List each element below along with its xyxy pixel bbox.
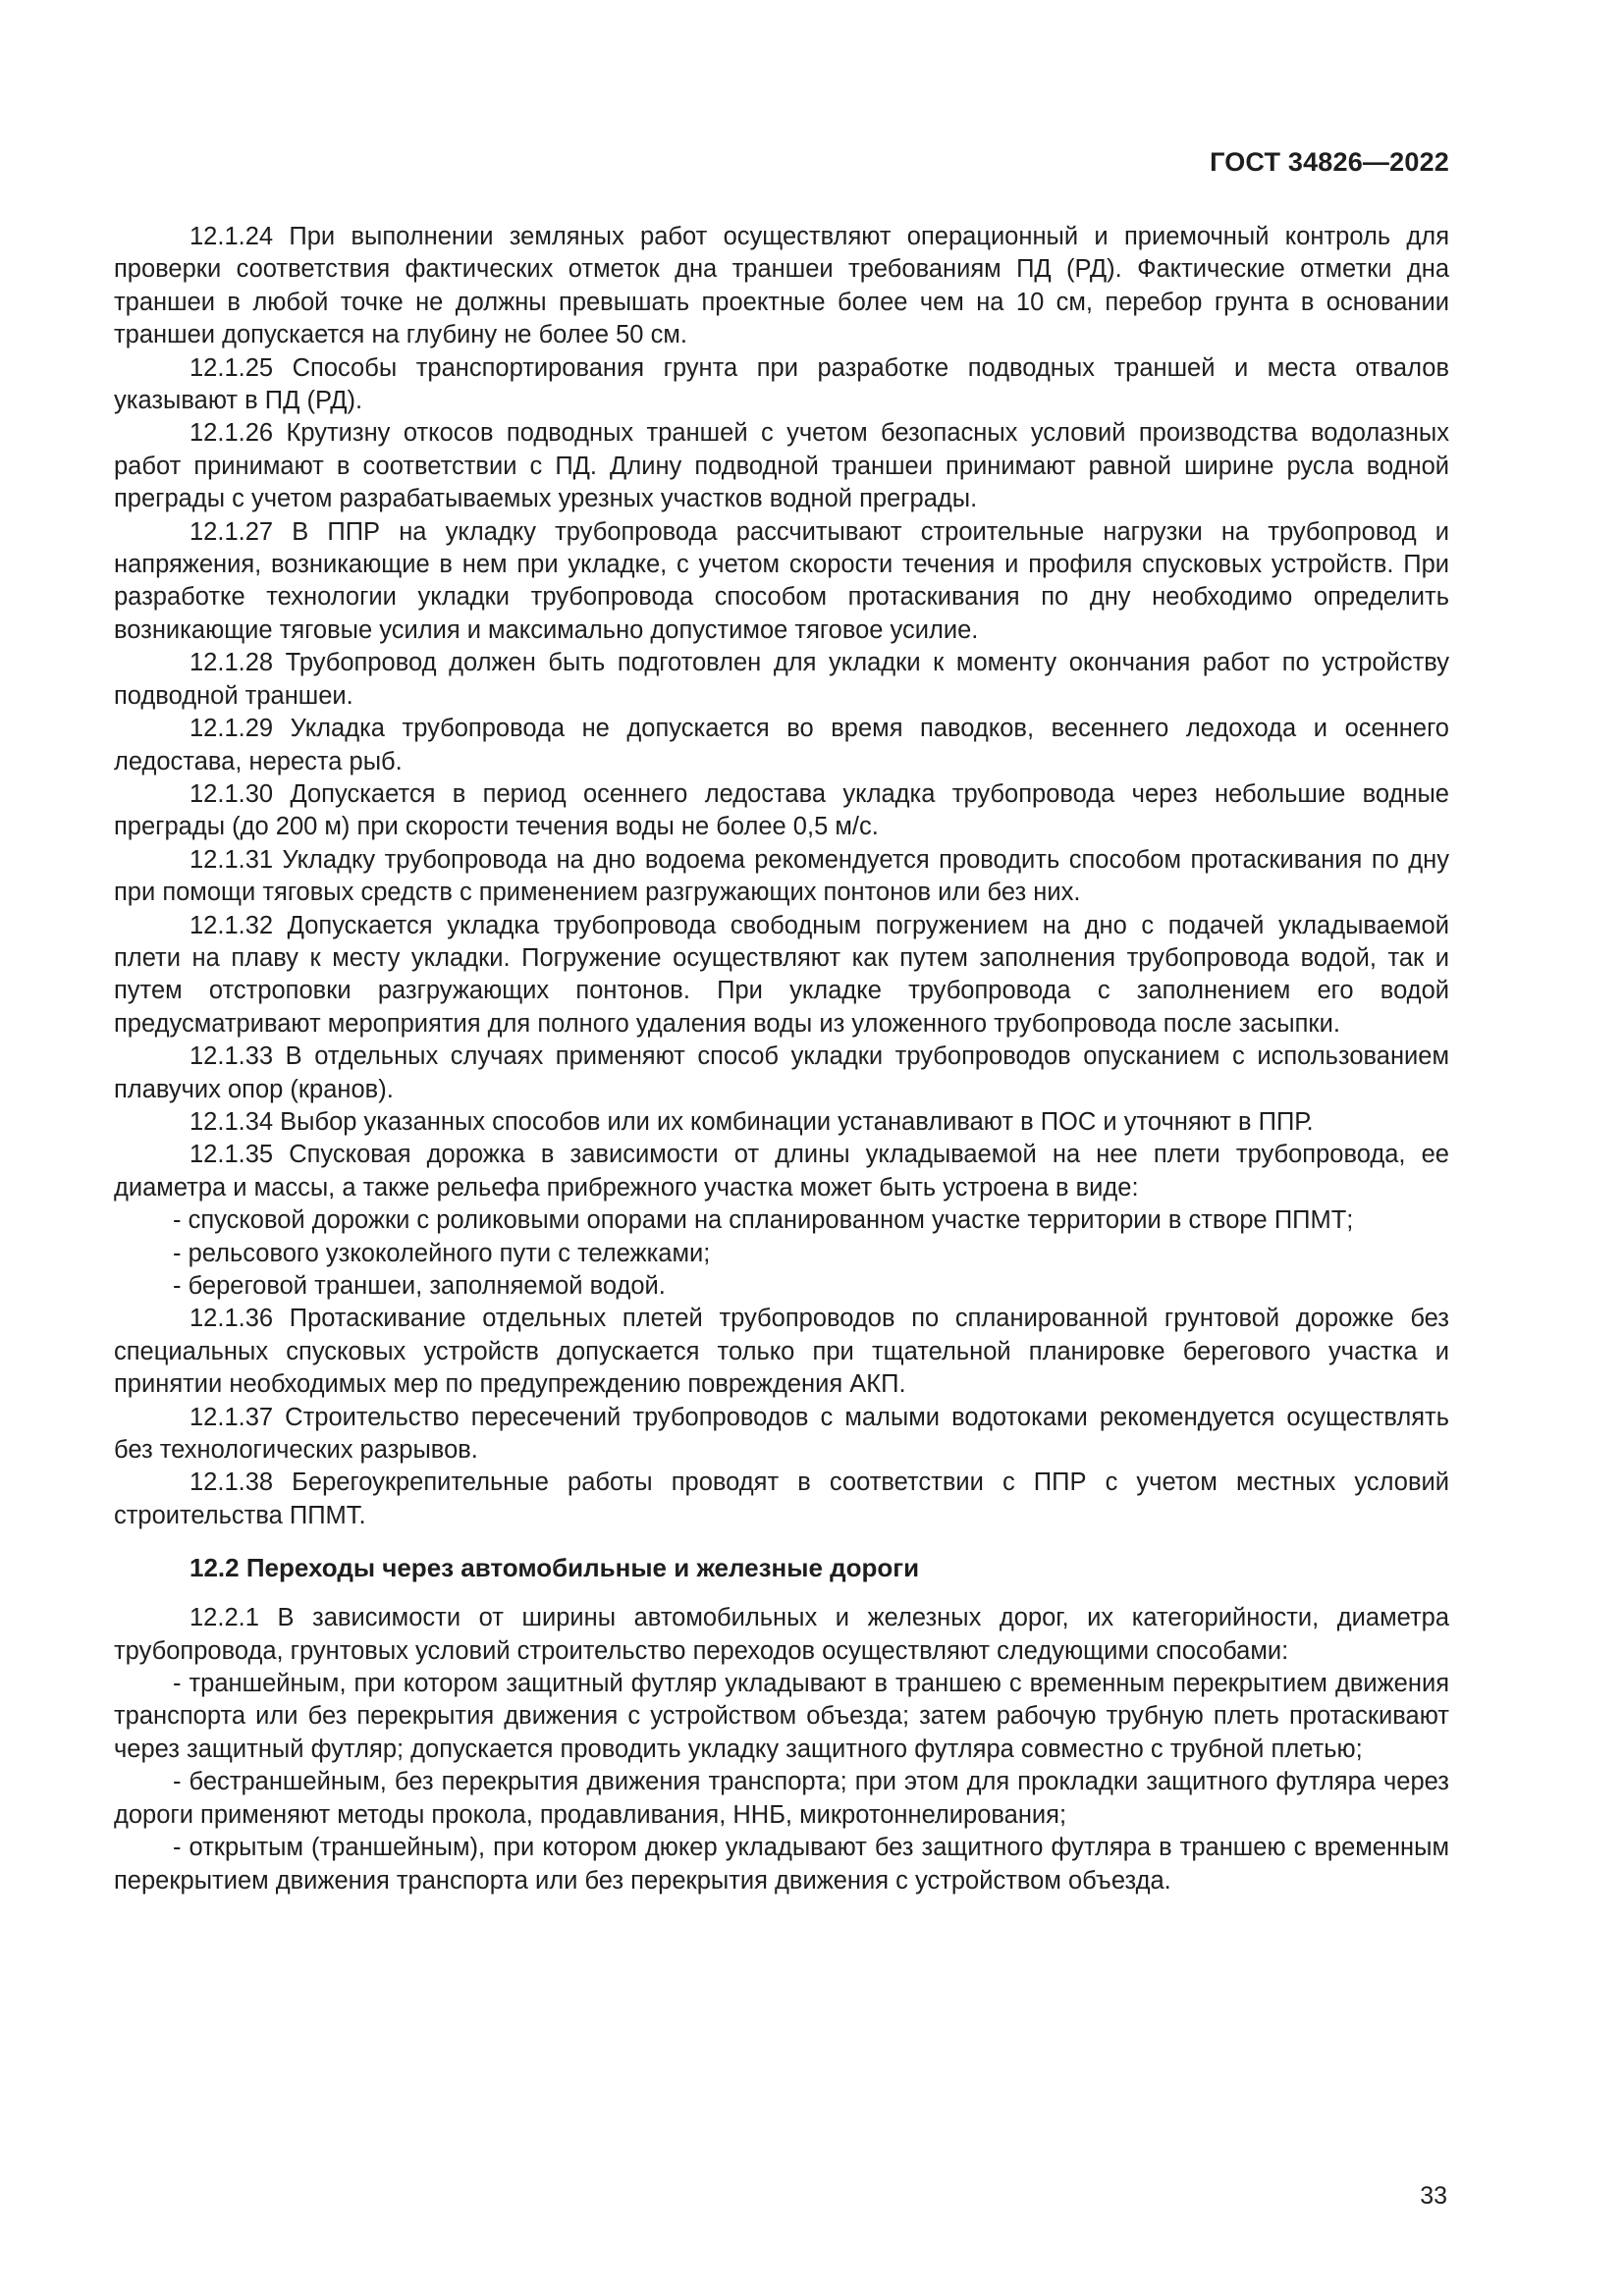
paragraph-12-1-38: 12.1.38 Берегоукрепительные работы проводят в соответствии с ППР с учетом местных условий строительства ППМТ. (114, 1468, 1449, 1529)
page-number: 33 (1420, 2182, 1447, 2210)
paragraph-12-2-1: 12.2.1 В зависимости от ширины автомобильных и железных дорог, их категорийности, диаметра трубопровода, грунтовых условий строительство переходов осуществляют следующими способами: (114, 1604, 1449, 1665)
list-item: - спусковой дорожки с роликовыми опорами на спланированном участке территории в створе ППМТ; (173, 1206, 1354, 1235)
paragraph-12-1-28: 12.1.28 Трубопровод должен быть подготовлен для укладки к моменту окончания работ по устройству подводной траншеи. (114, 649, 1449, 710)
list-item: - бестраншейным, без перекрытия движения транспорта; при этом для прокладки защитного футляра через дороги применяют методы прокола, продавливания, ННБ, микротоннелирования; (114, 1768, 1449, 1829)
paragraph-12-1-27: 12.1.27 В ППР на укладку трубопровода рассчитывают строительные нагрузки на трубопровод и напряжения, возникающие в нем при укладке, с учетом скорости течения и профиля спусковых устройств. При разработке технологии укладки трубопровода способом протаскивания по дну необходимо определить возникающие тяговые усилия и максимально допустимое тяговое усилие. (114, 517, 1449, 644)
paragraph-12-1-33: 12.1.33 В отдельных случаях применяют способ укладки трубопроводов опусканием с использованием плавучих опор (кранов). (114, 1042, 1449, 1103)
paragraph-12-1-35: 12.1.35 Спусковая дорожка в зависимости от длины укладываемой на нее плети трубопровода, ее диаметра и массы, а также рельефа прибрежного участка может быть устроена в виде: (114, 1141, 1449, 1201)
document-body (114, 221, 1449, 1897)
paragraph-12-1-31: 12.1.31 Укладку трубопровода на дно водоема рекомендуется проводить способом протаскивания по дну при помощи тяговых средств с применением разгружающих понтонов или без них. (114, 845, 1449, 907)
paragraph-12-1-26: 12.1.26 Крутизну откосов подводных траншей с учетом безопасных условий производства водолазных работ принимают в соответствии с ПД. Длину подводной траншеи принимают равной ширине русла водной преграды с учетом разрабатываемых урезных участков водной преграды. (114, 419, 1449, 513)
paragraph-12-1-25: 12.1.25 Способы транспортирования грунта при разработке подводных траншей и места отвалов указывают в ПД (РД). (114, 353, 1449, 415)
list-item: - рельсового узкоколейного пути с тележками; (173, 1239, 711, 1267)
list-item: - открытым (траншейным), при котором дюкер укладывают без защитного футляра в траншею с временным перекрытием движения транспорта или без перекрытия движения с устройством объезда. (114, 1834, 1449, 1895)
paragraph-12-1-24: 12.1.24 При выполнении земляных работ осуществляют операционный и приемочный контроль для проверки соответствия фактических отметок дна траншеи требованиям ПД (РД). Фактические отметки дна траншеи в любой точке не должны превышать проектные более чем на 10 см, перебор грунта в основании траншеи допускается на глубину не более 50 см. (114, 223, 1449, 349)
paragraph-12-1-36: 12.1.36 Протаскивание отдельных плетей трубопроводов по спланированной грунтовой дорожке без специальных спусковых устройств допускается только при тщательной планировке берегового участка и принятии необходимых мер по предупреждению повреждения АКП. (114, 1305, 1449, 1399)
list-item: - береговой траншеи, заполняемой водой. (173, 1272, 666, 1300)
paragraph-12-1-34: 12.1.34 Выбор указанных способов или их комбинации устанавливают в ПОС и уточняют в ППР. (189, 1107, 1314, 1136)
section-heading-12-2: 12.2 Переходы через автомобильные и железные дороги (189, 1553, 920, 1583)
paragraph-12-1-37: 12.1.37 Строительство пересечений трубопроводов с малыми водотоками рекомендуется осуществлять без технологических разрывов. (114, 1403, 1449, 1465)
standard-designation: ГОСТ 34826—2022 (1210, 147, 1449, 177)
paragraph-12-1-32: 12.1.32 Допускается укладка трубопровода свободным погружением на дно с подачей укладываемой плети на плаву к месту укладки. Погружение осуществляют как путем заполнения трубопровода водой, так и путем отстроповки разгружающих понтонов. При укладке трубопровода с заполнением его водой предусматривают мероприятия для полного удаления воды из уложенного трубопровода после засыпки. (114, 911, 1449, 1038)
list-item: - траншейным, при котором защитный футляр укладывают в траншею с временным перекрытием движения транспорта или без перекрытия движения с устройством объезда; затем рабочую трубную плеть протаскивают через защитный футляр; допускается проводить укладку защитного футляра совместно с трубной плетью; (114, 1670, 1449, 1763)
paragraph-12-1-30: 12.1.30 Допускается в период осеннего ледостава укладка трубопровода через небольшие водные преграды (до 200 м) при скорости течения воды не более 0,5 м/с. (114, 779, 1449, 841)
paragraph-12-1-29: 12.1.29 Укладка трубопровода не допускается во время паводков, весеннего ледохода и осеннего ледостава, нереста рыб. (114, 715, 1449, 775)
